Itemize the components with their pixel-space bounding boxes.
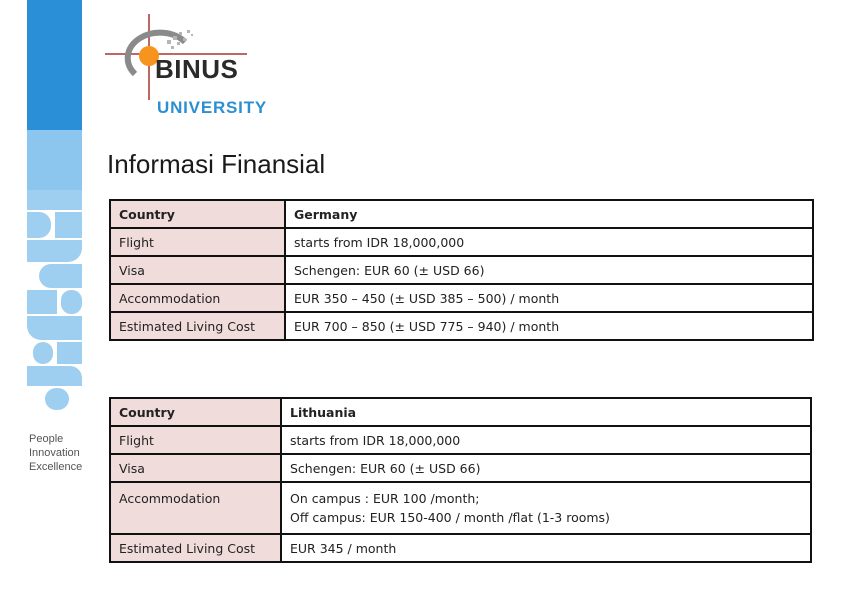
tagline-line: Excellence bbox=[29, 461, 83, 473]
row-value: Lithuania bbox=[281, 398, 811, 426]
table-row bbox=[110, 398, 811, 426]
germany-finance-table bbox=[109, 199, 814, 341]
row-value: starts from IDR 18,000,000 bbox=[285, 228, 813, 256]
row-value: EUR 350 – 450 (± USD 385 – 500) / month bbox=[285, 284, 813, 312]
row-label: Accommodation bbox=[110, 482, 281, 534]
row-label: Country bbox=[110, 398, 281, 426]
row-label: Flight bbox=[110, 426, 281, 454]
table-row bbox=[110, 482, 811, 534]
table-row bbox=[110, 228, 813, 256]
table-row bbox=[110, 426, 811, 454]
row-value: EUR 700 – 850 (± USD 775 – 940) / month bbox=[285, 312, 813, 340]
row-label: Visa bbox=[110, 454, 281, 482]
table-row bbox=[110, 256, 813, 284]
row-label: Country bbox=[110, 200, 285, 228]
row-value: EUR 345 / month bbox=[281, 534, 811, 562]
side-decoration bbox=[27, 0, 82, 412]
table-row bbox=[110, 312, 813, 340]
table-row bbox=[110, 454, 811, 482]
row-value: starts from IDR 18,000,000 bbox=[281, 426, 811, 454]
row-label: Accommodation bbox=[110, 284, 285, 312]
page-title: Informasi Finansial bbox=[107, 149, 326, 179]
row-value: Schengen: EUR 60 (± USD 66) bbox=[281, 454, 811, 482]
logo-subname: UNIVERSITY bbox=[157, 98, 268, 117]
value-line: Off campus: EUR 150-400 / month /flat (1-3 rooms) bbox=[290, 510, 610, 525]
row-label: Visa bbox=[110, 256, 285, 284]
table-row bbox=[110, 200, 813, 228]
tagline-line: People bbox=[29, 433, 64, 445]
logo-name: BINUS bbox=[155, 54, 239, 84]
table-row bbox=[110, 534, 811, 562]
row-value bbox=[281, 482, 811, 534]
row-label: Estimated Living Cost bbox=[110, 534, 281, 562]
lithuania-finance-table bbox=[109, 397, 812, 563]
value-line: On campus : EUR 100 /month; bbox=[290, 491, 480, 506]
row-value: Germany bbox=[285, 200, 813, 228]
table-row bbox=[110, 284, 813, 312]
binus-logo bbox=[105, 12, 280, 122]
row-label: Estimated Living Cost bbox=[110, 312, 285, 340]
tagline bbox=[29, 432, 82, 474]
row-value: Schengen: EUR 60 (± USD 66) bbox=[285, 256, 813, 284]
row-label: Flight bbox=[110, 228, 285, 256]
tagline-line: Innovation bbox=[29, 447, 80, 459]
